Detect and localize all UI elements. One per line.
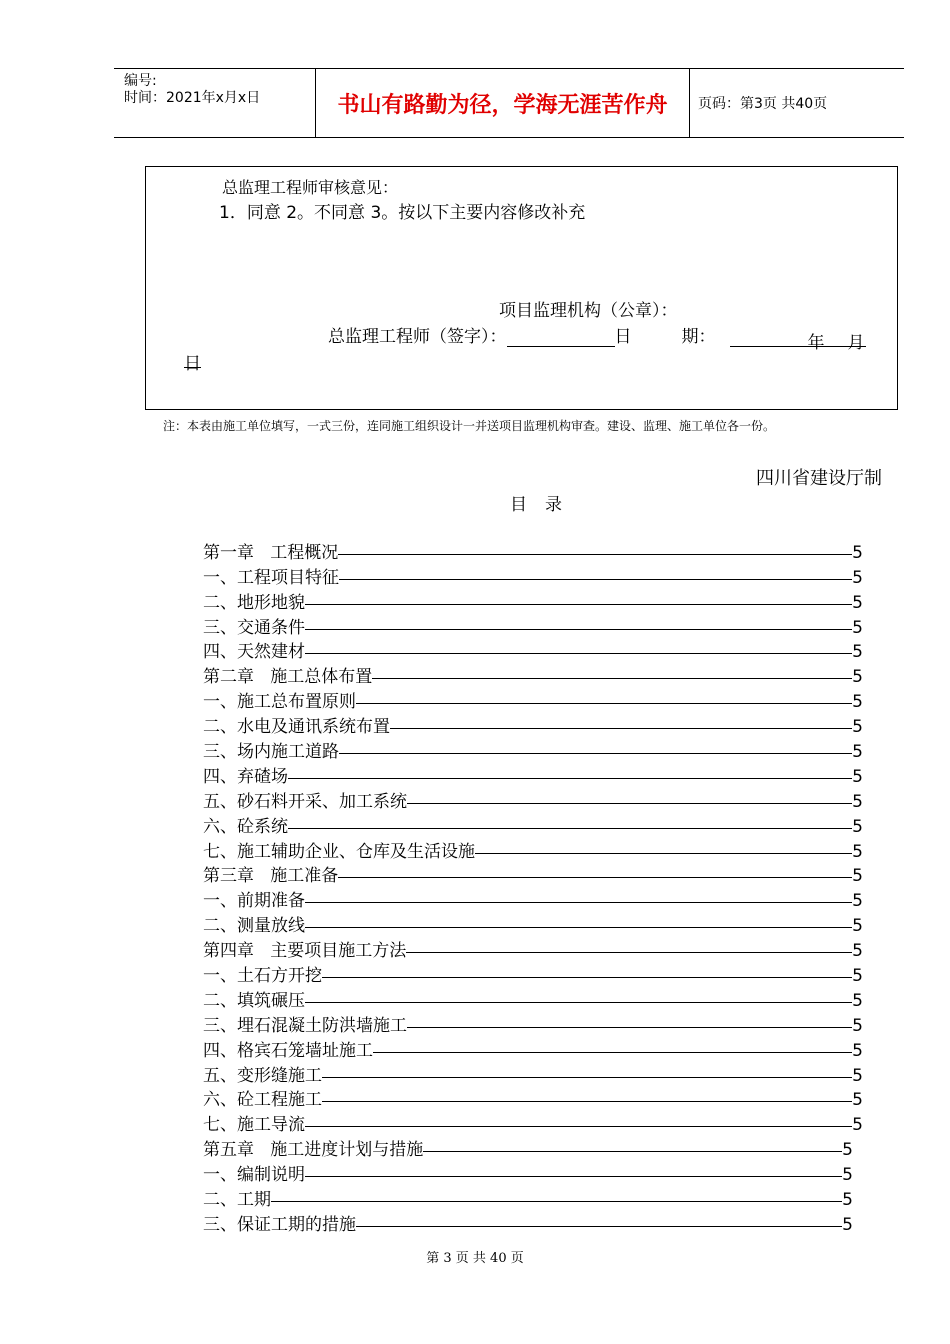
serial-label: 编号: bbox=[124, 73, 157, 89]
issuer-label: 四川省建设厅制 bbox=[756, 468, 882, 489]
toc-leader-line bbox=[305, 653, 852, 654]
toc-entry bbox=[203, 687, 863, 712]
date-day-label: 日 bbox=[614, 327, 632, 347]
toc-entry-page: 5 bbox=[852, 866, 863, 887]
toc-entry bbox=[203, 812, 863, 837]
toc-entry bbox=[203, 712, 863, 737]
toc-leader-line bbox=[322, 1101, 852, 1102]
review-heading: 总监理工程师审核意见： bbox=[222, 178, 399, 197]
engineer-sign-line bbox=[328, 322, 866, 353]
page-header bbox=[114, 68, 904, 138]
toc-entry bbox=[203, 662, 863, 687]
toc-entry-title: 一、前期准备 bbox=[203, 886, 305, 911]
toc-entry-title: 一、施工总布置原则 bbox=[203, 687, 356, 712]
toc-entry-title: 第五章 施工进度计划与措施 bbox=[203, 1135, 423, 1160]
toc-entry-title: 第四章 主要项目施工方法 bbox=[203, 936, 406, 961]
toc-leader-line bbox=[475, 853, 852, 854]
toc-entry bbox=[203, 961, 863, 986]
table-of-contents bbox=[203, 538, 863, 1235]
review-options: 1．同意 2。不同意 3。按以下主要内容修改补充 bbox=[219, 203, 586, 223]
toc-leader-line bbox=[406, 952, 852, 953]
toc-entry-title: 六、砼工程施工 bbox=[203, 1085, 322, 1110]
toc-entry bbox=[203, 787, 863, 812]
toc-entry-page: 5 bbox=[842, 1214, 853, 1235]
table-note: 注：本表由施工单位填写，一式三份，连同施工组织设计一并送项目监理机构审查。建设、监理、施工单位各一份。 bbox=[163, 419, 776, 433]
toc-entry bbox=[203, 1160, 853, 1185]
toc-entry bbox=[203, 837, 863, 862]
toc-entry-page: 5 bbox=[852, 617, 863, 638]
toc-entry bbox=[203, 986, 863, 1011]
toc-leader-line bbox=[356, 1226, 842, 1227]
toc-entry-page: 5 bbox=[852, 891, 863, 912]
toc-entry-page: 5 bbox=[852, 1090, 863, 1111]
toc-entry bbox=[203, 588, 863, 613]
toc-leader-line bbox=[305, 604, 852, 605]
toc-entry-title: 二、地形地貌 bbox=[203, 588, 305, 613]
toc-entry-title: 四、天然建材 bbox=[203, 637, 305, 662]
toc-leader-line bbox=[305, 1002, 852, 1003]
toc-entry-page: 5 bbox=[852, 841, 863, 862]
toc-entry-title: 五、变形缝施工 bbox=[203, 1061, 322, 1086]
toc-leader-line bbox=[305, 1176, 842, 1177]
toc-leader-line bbox=[305, 629, 852, 630]
toc-leader-line bbox=[339, 579, 852, 580]
toc-entry bbox=[203, 1036, 863, 1061]
engineer-sign-label: 总监理工程师（签字）： bbox=[328, 327, 507, 347]
toc-entry-page: 5 bbox=[852, 1115, 863, 1136]
toc-leader-line bbox=[305, 1126, 852, 1127]
toc-entry-page: 5 bbox=[852, 916, 863, 937]
toc-entry-title: 六、砼系统 bbox=[203, 812, 288, 837]
toc-entry-page: 5 bbox=[852, 990, 863, 1011]
toc-entry bbox=[203, 538, 863, 563]
toc-leader-line bbox=[288, 828, 852, 829]
toc-entry-title: 二、水电及通讯系统布置 bbox=[203, 712, 390, 737]
toc-leader-line bbox=[356, 703, 852, 704]
toc-entry-page: 5 bbox=[852, 642, 863, 663]
toc-leader-line bbox=[339, 753, 852, 754]
toc-leader-line bbox=[338, 554, 852, 555]
toc-leader-line bbox=[322, 977, 852, 978]
toc-entry-title: 三、交通条件 bbox=[203, 613, 305, 638]
day-wrap-label: 日 bbox=[184, 348, 201, 368]
toc-entry-title: 七、施工导流 bbox=[203, 1110, 305, 1135]
toc-entry-title: 七、施工辅助企业、仓库及生活设施 bbox=[203, 837, 475, 862]
year-label: 年 bbox=[808, 328, 828, 347]
toc-entry bbox=[203, 762, 863, 787]
toc-entry-title: 三、场内施工道路 bbox=[203, 737, 339, 762]
toc-entry-page: 5 bbox=[852, 791, 863, 812]
toc-entry-page: 5 bbox=[842, 1190, 853, 1211]
signature-blank bbox=[507, 328, 615, 347]
toc-leader-line bbox=[372, 678, 852, 679]
toc-entry-title: 一、工程项目特征 bbox=[203, 563, 339, 588]
toc-entry-title: 四、弃碴场 bbox=[203, 762, 288, 787]
toc-entry-title: 第二章 施工总体布置 bbox=[203, 662, 372, 687]
toc-entry-page: 5 bbox=[852, 717, 863, 738]
toc-entry-title: 二、工期 bbox=[203, 1185, 271, 1210]
toc-entry-title: 二、填筑碾压 bbox=[203, 986, 305, 1011]
toc-entry-title: 五、砂石料开采、加工系统 bbox=[203, 787, 407, 812]
toc-entry-title: 一、编制说明 bbox=[203, 1160, 305, 1185]
toc-entry-page: 5 bbox=[842, 1140, 853, 1161]
toc-entry-page: 5 bbox=[852, 542, 863, 563]
toc-leader-line bbox=[338, 877, 852, 878]
toc-leader-line bbox=[288, 778, 852, 779]
toc-leader-line bbox=[305, 902, 852, 903]
toc-leader-line bbox=[305, 927, 852, 928]
toc-entry bbox=[203, 886, 863, 911]
review-box bbox=[145, 166, 898, 410]
toc-entry bbox=[203, 1061, 863, 1086]
year-blank bbox=[730, 328, 808, 347]
toc-leader-line bbox=[407, 1027, 852, 1028]
toc-leader-line bbox=[390, 728, 852, 729]
toc-entry bbox=[203, 936, 863, 961]
toc-entry bbox=[203, 1210, 853, 1235]
toc-entry bbox=[203, 613, 863, 638]
toc-entry-page: 5 bbox=[852, 1040, 863, 1061]
page-footer: 第 3 页 共 40 页 bbox=[426, 1251, 524, 1266]
toc-entry-page: 5 bbox=[852, 1015, 863, 1036]
toc-entry-title: 三、保证工期的措施 bbox=[203, 1210, 356, 1235]
toc-entry-page: 5 bbox=[852, 816, 863, 837]
toc-entry-page: 5 bbox=[842, 1165, 853, 1186]
toc-entry bbox=[203, 862, 863, 887]
toc-entry-page: 5 bbox=[852, 766, 863, 787]
toc-title: 目录 bbox=[510, 495, 580, 515]
toc-entry bbox=[203, 911, 863, 936]
toc-entry bbox=[203, 1110, 863, 1135]
toc-entry bbox=[203, 563, 863, 588]
toc-entry bbox=[203, 1086, 863, 1111]
toc-entry-page: 5 bbox=[852, 966, 863, 987]
toc-leader-line bbox=[423, 1151, 842, 1152]
toc-entry bbox=[203, 1135, 853, 1160]
toc-entry-title: 三、埋石混凝土防洪墙施工 bbox=[203, 1011, 407, 1036]
toc-entry-page: 5 bbox=[852, 742, 863, 763]
toc-entry-page: 5 bbox=[852, 692, 863, 713]
toc-leader-line bbox=[322, 1077, 852, 1078]
toc-entry bbox=[203, 638, 863, 663]
toc-entry-title: 第一章 工程概况 bbox=[203, 538, 338, 563]
toc-entry-page: 5 bbox=[852, 1065, 863, 1086]
toc-entry-title: 四、格宾石笼墙址施工 bbox=[203, 1036, 373, 1061]
toc-entry bbox=[203, 737, 863, 762]
month-label: 月 bbox=[848, 328, 866, 347]
toc-entry bbox=[203, 1185, 853, 1210]
header-motto: 书山有路勤为径，学海无涯苦作舟 bbox=[315, 69, 690, 137]
header-page-label: 页码：第3页 共40页 bbox=[698, 96, 828, 112]
toc-entry-title: 二、测量放线 bbox=[203, 911, 305, 936]
toc-entry-title: 第三章 施工准备 bbox=[203, 861, 338, 886]
toc-entry-page: 5 bbox=[852, 667, 863, 688]
toc-entry-page: 5 bbox=[852, 941, 863, 962]
toc-leader-line bbox=[373, 1052, 852, 1053]
toc-entry-page: 5 bbox=[852, 567, 863, 588]
toc-entry bbox=[203, 1011, 863, 1036]
date-period-label: 期： bbox=[681, 327, 716, 347]
org-seal-label: 项目监理机构（公章）： bbox=[499, 301, 678, 321]
toc-entry-title: 一、土石方开挖 bbox=[203, 961, 322, 986]
toc-leader-line bbox=[271, 1201, 842, 1202]
header-meta bbox=[114, 69, 315, 137]
toc-entry-page: 5 bbox=[852, 592, 863, 613]
toc-leader-line bbox=[407, 803, 852, 804]
time-label: 时间：2021年x月x日 bbox=[124, 90, 261, 106]
